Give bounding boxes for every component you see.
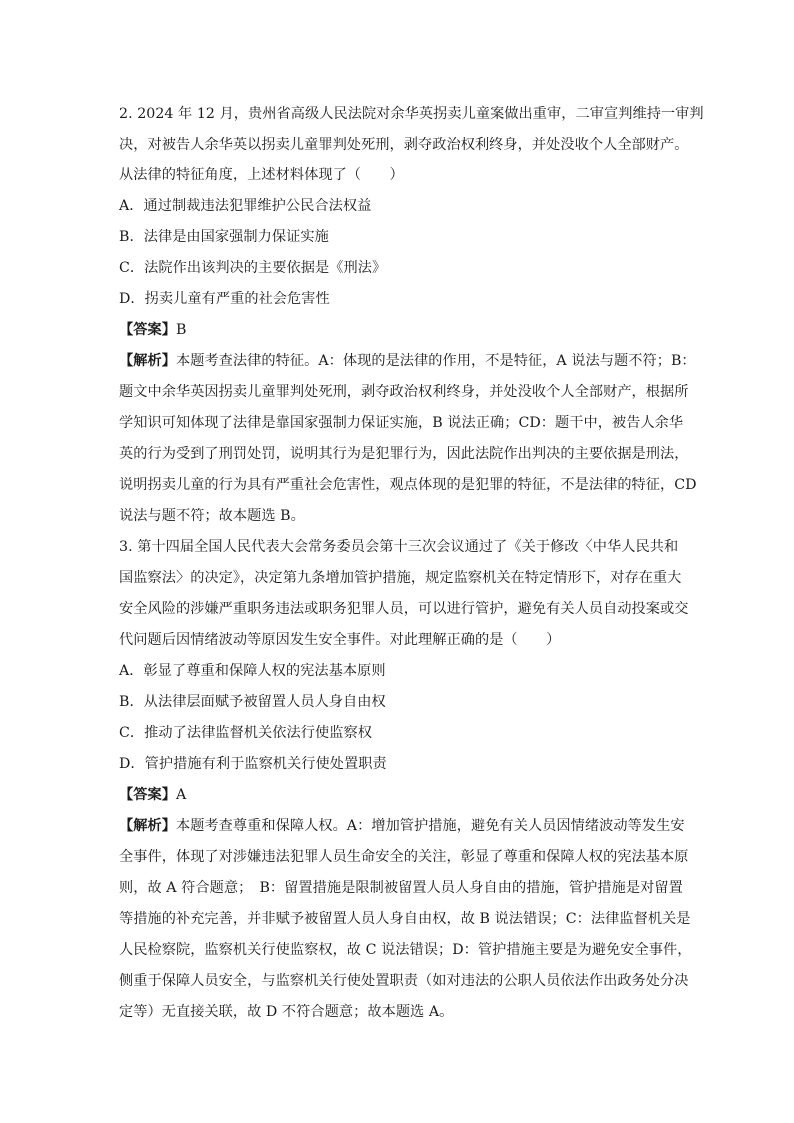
q2-analysis-line-6: 说法与题不符；故本题选 B。 (119, 508, 305, 524)
q2-stem-line-2: 决，对被告人余华英以拐卖儿童罪判处死刑，剥夺政治权利终身，并处没收个人全部财产。 (119, 137, 689, 153)
q2-analysis-line-5: 说明拐卖儿童的行为具有严重社会危害性，观点体现的是犯罪的特征，不是法律的特征，CD (119, 477, 697, 493)
q3-analysis-line-3: 则，故 A 符合题意； B：留置措施是限制被留置人员人身自由的措施，管护措施是对留置 (119, 880, 683, 896)
q3-analysis-line-4: 等措施的补充完善，并非赋予被留置人员人身自由权，故 B 说法错误；C：法律监督机关是 (119, 911, 691, 927)
q2-analysis-line-1 (119, 351, 696, 371)
q3-answer-tag: 【答案】 (119, 787, 176, 803)
q3-analysis-line-1 (119, 816, 685, 836)
q2-answer-tag: 【答案】 (119, 322, 176, 338)
q2-analysis-tag: 【解析】 (119, 353, 176, 369)
q3-option-d: D．管护措施有利于监察机关行使处置职责 (119, 756, 387, 772)
q2-option-b: B．法律是由国家强制力保证实施 (119, 229, 329, 245)
q2-analysis-line-2: 题文中余华英因拐卖儿童罪判处死刑，剥夺政治权利终身，并处没收个人全部财产，根据所 (119, 384, 689, 400)
q2-analysis-line-3: 学知识可知体现了法律是靠国家强制力保证实施，B 说法正确；CD：题干中，被告人余华 (119, 415, 684, 431)
q3-stem-line-1: 3. 第十四届全国人民代表大会常务委员会第十三次会议通过了《关于修改〈中华人民共和 (119, 539, 679, 555)
q2-option-c: C．法院作出该判决的主要依据是《刑法》 (119, 260, 387, 276)
q3-stem-line-3: 安全风险的涉嫌严重职务违法或职务犯罪人员，可以进行管护，避免有关人员自动投案或交 (119, 601, 689, 617)
q3-option-c: C．推动了法律监督机关依法行使监察权 (119, 725, 372, 741)
q3-analysis-line-5: 人民检察院，监察机关行使监察权，故 C 说法错误；D：管护措施主要是为避免安全事件， (119, 942, 692, 958)
q2-analysis-line-4: 英的行为受到了刑罚处罚，说明其行为是犯罪行为，因此法院作出判决的主要依据是刑法， (119, 446, 689, 462)
q3-stem-line-2: 国监察法〉的决定》，决定第九条增加管护措施，规定监察机关在特定情形下，对存在重大 (119, 570, 682, 586)
q2-answer-value: B (175, 322, 187, 338)
q3-analysis-line-6: 侧重于保障人员安全，与监察机关行使处置职责（如对违法的公职人员依法作出政务处分决 (119, 973, 689, 989)
q3-analysis-line-7: 定等）无直接关联，故 D 不符合题意；故本题选 A。 (119, 1004, 454, 1020)
q3-stem-line-4: 代问题后因情绪波动等原因发生安全事件。对此理解正确的是（ ） (119, 632, 561, 648)
q3-analysis-text-1: 本题考查尊重和保障人权。A：增加管护措施，避免有关人员因情绪波动等发生安 (175, 818, 685, 834)
q2-option-a: A．通过制裁违法犯罪维护公民合法权益 (119, 198, 372, 214)
q3-answer (119, 785, 186, 805)
q3-option-b: B．从法律层面赋予被留置人员人身自由权 (119, 694, 386, 710)
q3-answer-value: A (175, 787, 187, 803)
q2-analysis-text-1: 本题考查法律的特征。A：体现的是法律的作用，不是特征，A 说法与题不符；B： (175, 353, 696, 369)
q3-option-a: A．彰显了尊重和保障人权的宪法基本原则 (119, 663, 386, 679)
q2-answer (119, 320, 186, 340)
q2-stem-line-1: 2. 2024 年 12 月，贵州省高级人民法院对余华英拐卖儿童案做出重审，二审宣判维持一审判 (119, 106, 704, 122)
q2-stem-line-3: 从法律的特征角度，上述材料体现了（ ） (119, 167, 404, 183)
q2-option-d: D．拐卖儿童有严重的社会危害性 (119, 291, 330, 307)
q3-analysis-line-2: 全事件，体现了对涉嫌违法犯罪人员生命安全的关注，彰显了尊重和保障人权的宪法基本原 (119, 849, 689, 865)
q3-analysis-tag: 【解析】 (119, 818, 176, 834)
